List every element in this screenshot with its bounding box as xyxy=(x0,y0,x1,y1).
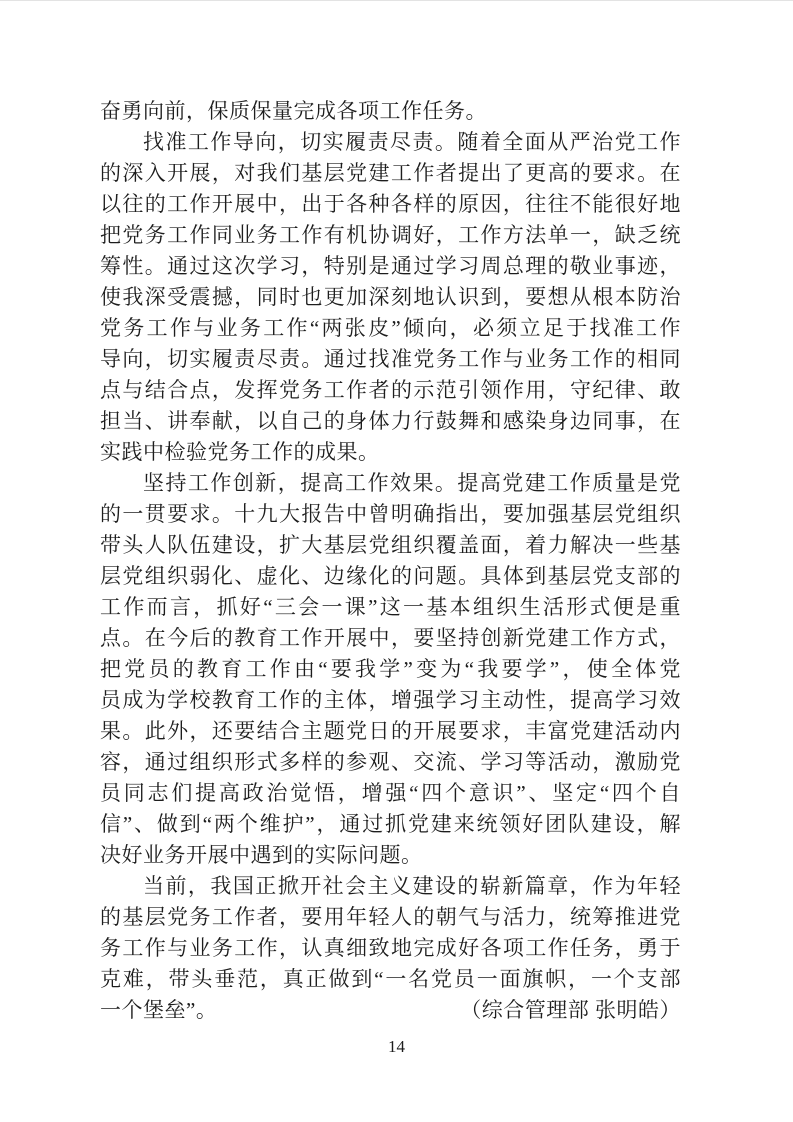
text-line: 务工作与业务工作，认真细致地完成好各项工作任务，勇于 xyxy=(100,936,681,960)
text-line: 工作而言，抓好“三会一课”这一基本组织生活形式便是重 xyxy=(100,595,681,619)
text-line: 把党员的教育工作由“要我学”变为“我要学”，使全体党 xyxy=(100,657,681,681)
text-line: 容，通过组织形式多样的参观、交流、学习等活动，激励党 xyxy=(100,750,681,774)
text-line: 克难，带头垂范，真正做到“一名党员一面旗帜，一个支部 xyxy=(100,967,681,991)
text-line: 实践中检验党务工作的成果。 xyxy=(100,440,380,464)
text-line: 当前，我国正掀开社会主义建设的崭新篇章，作为年轻 xyxy=(143,874,681,898)
closing-line xyxy=(100,995,681,1026)
text-line: 党务工作与业务工作“两张皮”倾向，必须立足于找准工作 xyxy=(100,316,681,340)
text-line: 果。此外，还要结合主题党日的开展要求，丰富党建活动内 xyxy=(100,719,681,743)
text-line: 决好业务开展中遇到的实际问题。 xyxy=(100,843,423,867)
text-line: 以往的工作开展中，出于各种各样的原因，往往不能很好地 xyxy=(100,192,681,216)
text-line: 筹性。通过这次学习，特别是通过学习周总理的敬业事迹， xyxy=(100,254,681,278)
closing-text: 一个堡垒”。 xyxy=(100,998,218,1022)
text-line: 使我深受震撼，同时也更加深刻地认识到，要想从根本防治 xyxy=(100,285,681,309)
text-line: 层党组织弱化、虚化、边缘化的问题。具体到基层党支部的 xyxy=(100,564,681,588)
page-number: 14 xyxy=(388,1037,405,1056)
text-line: 点。在今后的教育工作开展中，要坚持创新党建工作方式， xyxy=(100,626,681,650)
text-line: 担当、讲奉献，以自己的身体力行鼓舞和感染身边同事，在 xyxy=(100,409,681,433)
text-line: 找准工作导向，切实履责尽责。随着全面从严治党工作 xyxy=(143,130,681,154)
page-top-edge xyxy=(0,0,793,1)
text-line: 坚持工作创新，提高工作效果。提高党建工作质量是党 xyxy=(143,471,681,495)
text-line: 的基层党务工作者，要用年轻人的朝气与活力，统筹推进党 xyxy=(100,905,681,929)
text-line: 点与结合点，发挥党务工作者的示范引领作用，守纪律、敢 xyxy=(100,378,681,402)
text-line: 信”、做到“两个维护”，通过抓党建来统领好团队建设，解 xyxy=(100,812,681,836)
text-line: 奋勇向前，保质保量完成各项工作任务。 xyxy=(100,99,487,123)
text-line: 员同志们提高政治觉悟，增强“四个意识”、坚定“四个自 xyxy=(100,781,681,805)
text-line: 把党务工作同业务工作有机协调好，工作方法单一，缺乏统 xyxy=(100,223,681,247)
document-body xyxy=(100,96,681,1026)
text-line: 的深入开展，对我们基层党建工作者提出了更高的要求。在 xyxy=(100,161,681,185)
text-line: 导向，切实履责尽责。通过找准党务工作与业务工作的相同 xyxy=(100,347,681,371)
text-line: 带头人队伍建设，扩大基层党组织覆盖面，着力解决一些基 xyxy=(100,533,681,557)
page-footer xyxy=(0,1036,793,1058)
signature: （综合管理部 张明皓） xyxy=(460,998,681,1022)
text-line: 的一贯要求。十九大报告中曾明确指出，要加强基层党组织 xyxy=(100,502,681,526)
text-line: 员成为学校教育工作的主体，增强学习主动性，提高学习效 xyxy=(100,688,681,712)
